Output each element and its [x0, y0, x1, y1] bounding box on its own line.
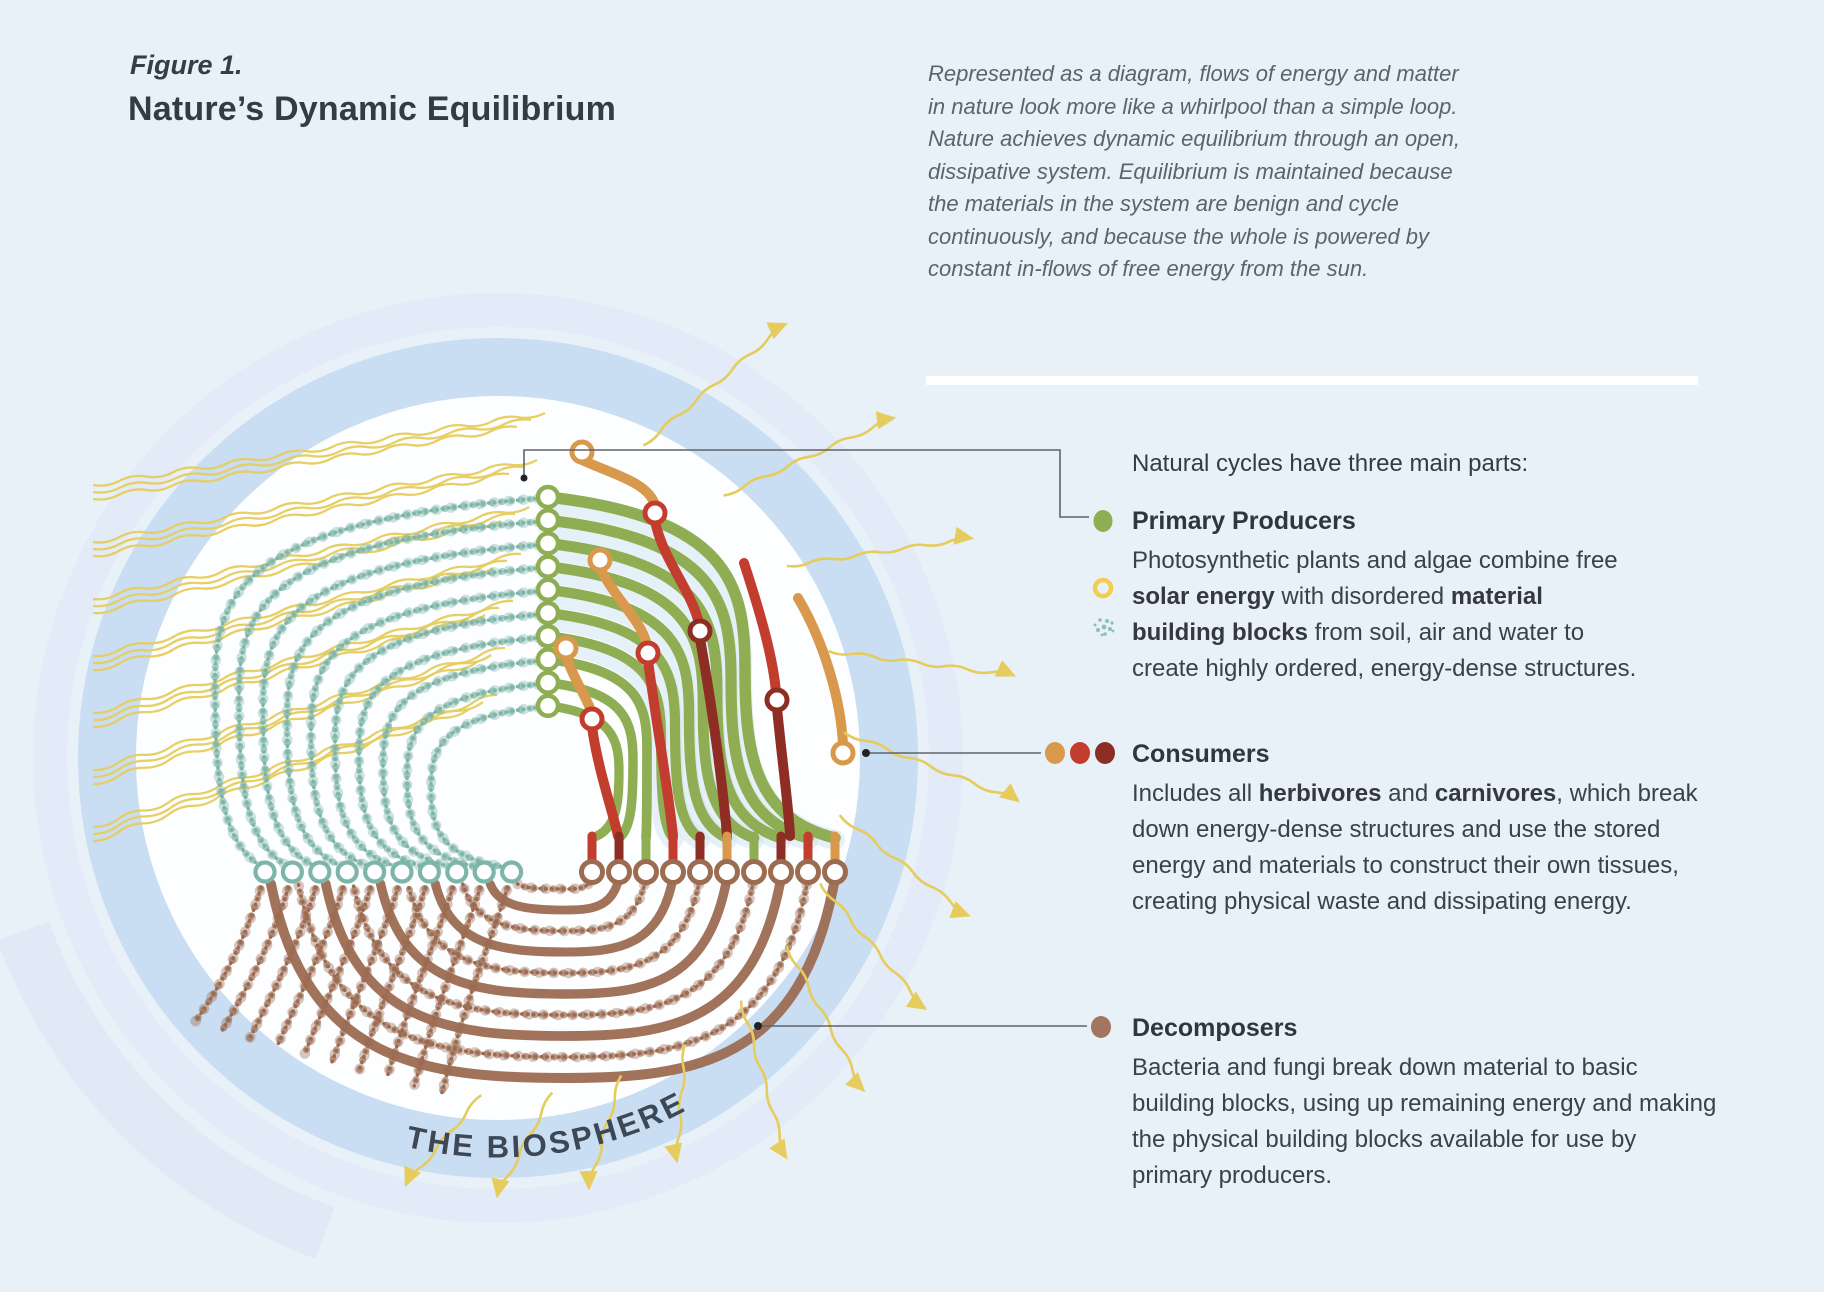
- decomposers-bullet-icon: [1091, 1016, 1111, 1038]
- decomposers-description: Bacteria and fungi break down material to basic building blocks, using up remaining energy and making the physical building blocks available for use by primary producers.: [1132, 1054, 1717, 1189]
- primary-producers-title: Primary Producers: [1132, 507, 1356, 535]
- figure-number: Figure 1.: [130, 50, 243, 80]
- primary-producers-bullet-icon: [1094, 510, 1113, 532]
- intro-paragraph: Represented as a diagram, flows of energy and matter in nature look more like a whirlpool than a simple loop. Nature achieves dynamic equilibrium through an open, dissipative system. Equilibrium is maintained because the materials in the system are benign and cycle continuously, and because the whole is powered by constant in-flows of free energy from the sun.: [928, 61, 1460, 281]
- legend-heading: Natural cycles have three main parts:: [1132, 450, 1529, 477]
- figure-title: Nature’s Dynamic Equilibrium: [128, 90, 617, 128]
- biosphere-label: THE BIOSPHERE: [403, 1084, 692, 1165]
- primary-producers-description: Photosynthetic plants and algae combine free solar energy with disordered material building blocks from soil, air and water to create highly ordered, energy-dense structures.: [1132, 547, 1637, 682]
- solar-energy-bullet-icon: [1095, 580, 1111, 596]
- consumers-bullet-icons: [1045, 742, 1115, 764]
- section-divider: [926, 376, 1698, 385]
- consumers-description: Includes all herbivores and carnivores, which break down energy-dense structures and use the stored energy and materials to construct their own tissues, creating physical waste and dissipating energy.: [1132, 780, 1698, 915]
- material-blocks-bullet-icon: [1094, 618, 1115, 636]
- biosphere-ring: [23, 310, 946, 1233]
- decomposers-title: Decomposers: [1132, 1014, 1298, 1042]
- consumers-title: Consumers: [1132, 740, 1270, 768]
